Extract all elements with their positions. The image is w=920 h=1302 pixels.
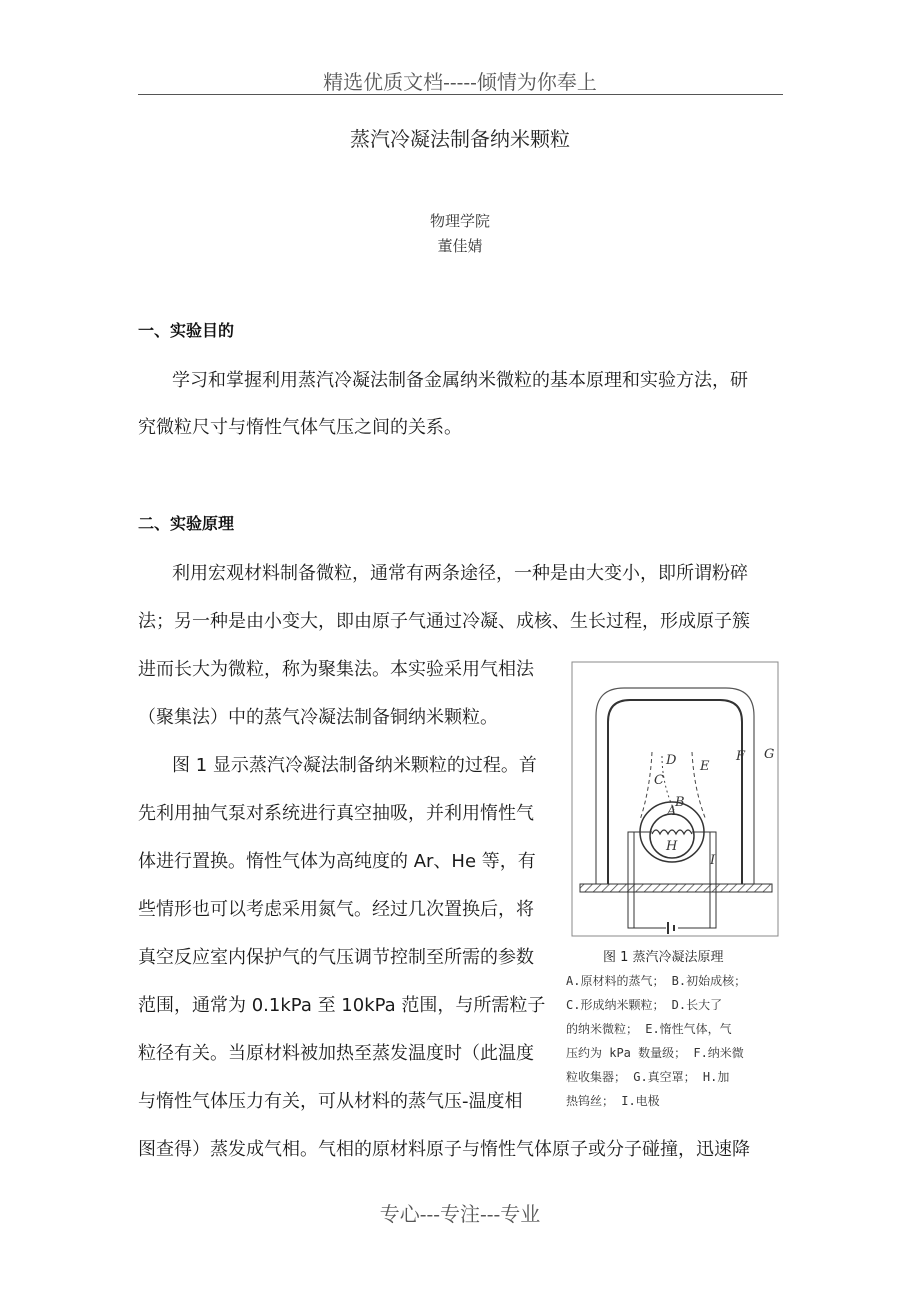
paragraph-line: 法；另一种是由小变大，即由原子气通过冷凝、成核、生长过程，形成原子簇 xyxy=(138,611,750,632)
label-f: F xyxy=(736,749,746,764)
author-institution: 物理学院 xyxy=(429,212,490,230)
label-h: H xyxy=(666,839,678,854)
label-i: I xyxy=(710,853,716,868)
section-heading-principle: 二、实验原理 xyxy=(138,514,235,533)
figure-note-line: 热钨丝； I.电极 xyxy=(566,1094,660,1108)
tungsten-coil xyxy=(652,830,692,834)
figure-note-line: 的纳米微粒； E.惰性气体，气 xyxy=(566,1022,732,1036)
paragraph-line: 粒径有关。当原材料被加热至蒸发温度时（此温度 xyxy=(138,1043,534,1064)
figure-note-line: C.形成纳米颗粒； D.长大了 xyxy=(566,998,723,1012)
figure-caption: 图 1 蒸汽冷凝法原理 xyxy=(603,950,724,965)
electrode-left xyxy=(628,832,634,928)
vacuum-cover-outer xyxy=(596,688,754,884)
paragraph-line: 究微粒尺寸与惰性气体气压之间的关系。 xyxy=(138,417,462,438)
page-footer: 专心---专注---专业 xyxy=(379,1202,541,1226)
document-title: 蒸汽冷凝法制备纳米颗粒 xyxy=(350,127,570,151)
paragraph-line: 图 1 显示蒸汽冷凝法制备纳米颗粒的过程。首 xyxy=(172,755,537,776)
paragraph-line: 真空反应室内保护气的气压调节控制至所需的参数 xyxy=(138,947,534,968)
paragraph-line: 体进行置换。惰性气体为高纯度的 Ar、He 等，有 xyxy=(138,851,536,872)
label-e: E xyxy=(700,759,710,774)
paragraph-line: 范围，通常为 0.1kPa 至 10kPa 范围，与所需粒子 xyxy=(138,995,546,1016)
label-g: G xyxy=(764,747,775,762)
paragraph-line: 学习和掌握利用蒸汽冷凝法制备金属纳米微粒的基本原理和实验方法，研 xyxy=(172,370,748,391)
label-b: B xyxy=(675,795,685,810)
page-header: 精选优质文档-----倾情为你奉上 xyxy=(323,70,597,94)
figure-note-line: 粒收集器； G.真空罩； H.加 xyxy=(566,1070,730,1084)
figure-note-line: 压约为 kPa 数量级； F.纳米微 xyxy=(566,1046,744,1060)
electrode-right xyxy=(710,832,716,928)
paragraph-line: 利用宏观材料制备微粒，通常有两条途径，一种是由大变小，即所谓粉碎 xyxy=(172,563,748,584)
paragraph-line: 先利用抽气泵对系统进行真空抽吸，并利用惰性气 xyxy=(138,803,534,824)
label-d: D xyxy=(666,753,677,768)
paragraph-line: 与惰性气体压力有关，可从材料的蒸气压-温度相 xyxy=(138,1091,523,1112)
section-heading-purpose: 一、实验目的 xyxy=(138,321,235,340)
label-a: A xyxy=(667,804,677,819)
paragraph-line: 进而长大为微粒，称为聚集法。本实验采用气相法 xyxy=(138,659,534,680)
label-c: C xyxy=(654,773,664,788)
base-plate xyxy=(580,884,772,892)
figure-note-line: A.原材料的蒸气； B.初始成核； xyxy=(566,974,747,988)
figure-diagram xyxy=(570,660,782,938)
header-divider xyxy=(138,94,783,95)
paragraph-line: 图查得）蒸发成气相。气相的原材料原子与惰性气体原子或分子碰撞，迅速降 xyxy=(138,1139,750,1160)
paragraph-line: 些情形也可以考虑采用氮气。经过几次置换后，将 xyxy=(138,899,534,920)
author-name: 董佳婧 xyxy=(437,237,483,255)
paragraph-line: （聚集法）中的蒸气冷凝法制备铜纳米颗粒。 xyxy=(138,707,498,728)
